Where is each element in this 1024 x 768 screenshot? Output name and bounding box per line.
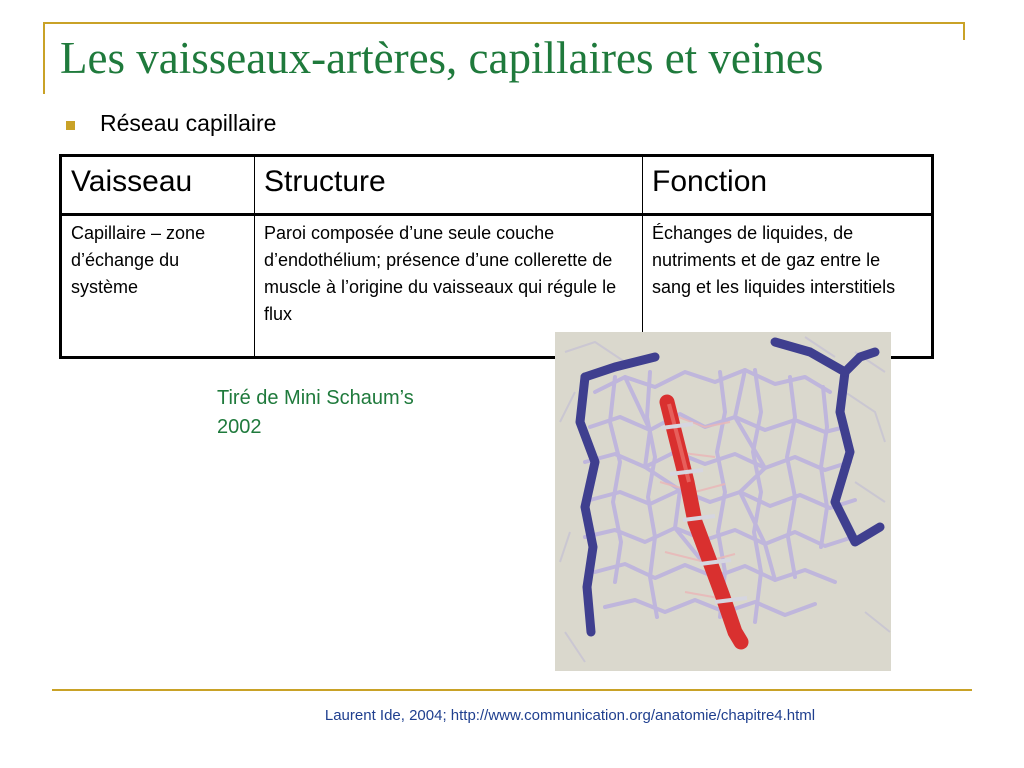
header-vaisseau: Vaisseau bbox=[61, 156, 255, 215]
table-header-row bbox=[61, 156, 933, 215]
vessel-table bbox=[59, 154, 934, 359]
slide-title: Les vaisseaux-artères, capillaires et veines bbox=[60, 33, 824, 83]
frame-left-line bbox=[43, 22, 45, 94]
footer-divider bbox=[52, 689, 972, 691]
bullet-square-icon bbox=[66, 121, 75, 130]
image-credit bbox=[217, 384, 487, 442]
capillary-network-illustration bbox=[555, 332, 891, 671]
header-fonction: Fonction bbox=[643, 156, 933, 215]
cell-fonction: Échanges de liquides, de nutriments et de gaz entre le sang et les liquides interstitiels bbox=[643, 215, 933, 358]
image-credit-line2: 2002 bbox=[217, 416, 262, 438]
footer-citation: Laurent Ide, 2004; http://www.communication.org/anatomie/chapitre4.html bbox=[324, 707, 816, 724]
bullet-text: Réseau capillaire bbox=[100, 110, 277, 136]
image-credit-line1: Tiré de Mini Schaum’s bbox=[217, 387, 414, 409]
header-structure: Structure bbox=[255, 156, 643, 215]
cell-vaisseau: Capillaire – zone d’échange du système bbox=[61, 215, 255, 358]
frame-top-line bbox=[43, 22, 965, 24]
capillary-network-image bbox=[555, 332, 891, 671]
cell-structure: Paroi composée d’une seule couche d’endothélium; présence d’une collerette de muscle à l’origine du vaisseaux qui régule le flux bbox=[255, 215, 643, 358]
frame-right-tick bbox=[963, 22, 965, 40]
